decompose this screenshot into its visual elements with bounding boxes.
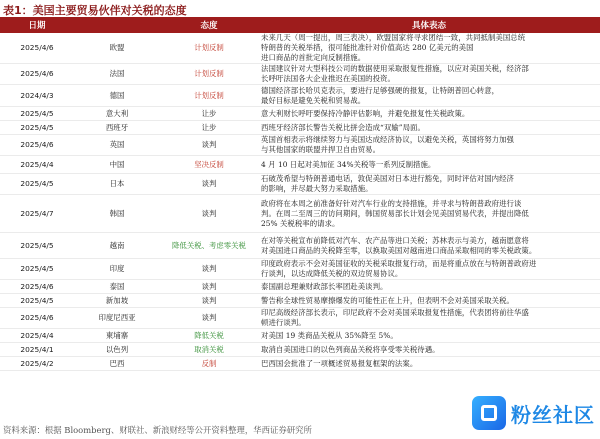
row-date: 2025/4/4: [0, 329, 74, 343]
row-detail: [258, 107, 600, 121]
watermark-text: 粉丝社区: [511, 402, 595, 427]
detail-line: 顿进行谈判。: [261, 318, 306, 327]
row-detail: [258, 135, 600, 156]
row-country: 越南: [74, 233, 160, 259]
row-country: 英国: [74, 135, 160, 156]
row-country: 以色列: [74, 343, 160, 357]
detail-line: 巴西国会批准了一项概述贸易报复框架的法案。: [261, 358, 418, 368]
detail-line: 德国经济部长哈贝克表示，要进行足够强硬的报复，让特朗普回心转意，: [261, 85, 500, 95]
row-date: 2025/4/6: [0, 33, 74, 64]
row-date: 2025/4/6: [0, 64, 74, 85]
row-attitude: 坚决反制: [160, 156, 258, 174]
row-country: 新加坡: [74, 294, 160, 308]
row-detail: [258, 195, 600, 233]
row-attitude: 谈判: [160, 259, 258, 280]
row-date: 2025/4/5: [0, 259, 74, 280]
detail-line: 长呼吁法国各大企业推迟在美国的投资。: [261, 74, 395, 83]
header-attitude: 态度: [160, 17, 258, 33]
row-date: 2025/4/7: [0, 195, 74, 233]
row-date: 2025/4/6: [0, 308, 74, 329]
table-row: [0, 121, 600, 135]
table-row: [0, 64, 600, 85]
detail-line: 政府将在本周之前准备好针对汽车行业的支持措施，并寻求与特朗普政府进行谈: [261, 198, 522, 208]
table-row: [0, 174, 600, 195]
table-row: [0, 329, 600, 343]
detail-line: 石破茂希望与特朗普通电话，敦促美国对日本进行豁免，同时评估对国内经济: [261, 174, 514, 183]
row-detail: [258, 121, 600, 135]
row-date: 2025/4/5: [0, 233, 74, 259]
detail-line: 印尼高级经济部长表示，印尼政府不会对美国采取报复性措施，代表团将前往华盛: [261, 308, 529, 317]
row-detail: [258, 85, 600, 107]
row-detail: [258, 294, 600, 308]
app-logo-icon: [472, 396, 506, 430]
row-attitude: 谈判: [160, 174, 258, 195]
row-attitude: 谈判: [160, 195, 258, 233]
table-row: [0, 195, 600, 233]
row-date: 2025/4/2: [0, 357, 74, 371]
row-attitude: 谈判: [160, 135, 258, 156]
row-country: 泰国: [74, 280, 160, 294]
row-attitude: 降低关税、考虑零关税: [160, 233, 258, 259]
detail-line: 的影响，并尽最大努力采取措施。: [261, 184, 373, 193]
row-attitude: 谈判: [160, 308, 258, 329]
row-attitude: 计划反制: [160, 64, 258, 85]
table-row: [0, 135, 600, 156]
row-date: 2025/4/6: [0, 135, 74, 156]
watermark: [472, 390, 598, 436]
partner-attitude-table: [0, 17, 600, 371]
detail-line: 印度政府表示不会对美国征收的关税采取报复行动，而是将重点放在与特朗普政府进: [261, 259, 537, 268]
row-attitude: 谈判: [160, 294, 258, 308]
table-row: [0, 233, 600, 259]
row-date: 2025/4/5: [0, 121, 74, 135]
row-date: 2025/4/5: [0, 174, 74, 195]
row-date: 2024/4/3: [0, 85, 74, 107]
row-attitude: 取消关税: [160, 343, 258, 357]
table-row: [0, 259, 600, 280]
row-detail: [258, 357, 600, 371]
row-attitude: 让步: [160, 107, 258, 121]
row-date: 2025/4/4: [0, 156, 74, 174]
row-attitude: 谈判: [160, 280, 258, 294]
row-attitude: 计划反制: [160, 33, 258, 64]
row-country: 德国: [74, 85, 160, 107]
detail-line: 进口商品的首批定向反制措施。: [261, 53, 366, 62]
row-country: 意大利: [74, 107, 160, 121]
detail-line: 英国首相表示将继续努力与美国达成经济协议，以避免关税，英国将努力加强: [261, 135, 514, 144]
row-country: 中国: [74, 156, 160, 174]
row-date: 2025/4/5: [0, 107, 74, 121]
row-attitude: 计划反制: [160, 85, 258, 107]
row-detail: [258, 174, 600, 195]
detail-line: 取消自美国进口的以色列商品关税将享受零关税待遇。: [261, 344, 440, 354]
table-row: [0, 280, 600, 294]
table-row: [0, 156, 600, 174]
detail-line: 意大利财长呼吁要保持冷静评估影响，并避免报复性关税政策。: [261, 108, 470, 118]
detail-line: 特朗普的关税举措，很可能批准针对价值高达 280 亿美元的美国: [261, 43, 474, 52]
row-detail: [258, 308, 600, 329]
row-detail: [258, 259, 600, 280]
header-country: [74, 17, 160, 33]
row-country: 印度: [74, 259, 160, 280]
table-header-row: [0, 17, 600, 33]
row-date: 2025/4/5: [0, 294, 74, 308]
row-country: 巴西: [74, 357, 160, 371]
row-country: 印度尼西亚: [74, 308, 160, 329]
detail-line: 25% 关税税率的请求。: [261, 218, 340, 228]
header-detail: 具体表态: [258, 17, 600, 33]
row-detail: [258, 156, 600, 174]
table-row: [0, 357, 600, 371]
table-row: [0, 107, 600, 121]
table-body: [0, 33, 600, 371]
table-row: [0, 308, 600, 329]
table-row: [0, 33, 600, 64]
row-country: 西班牙: [74, 121, 160, 135]
detail-line: 西班牙经济部长警告关税比拼会造成“双输”局面。: [261, 122, 425, 132]
source-note: 资料来源：根据 Bloomberg、财联社、新浪财经等公开资料整理，华西证券研究所: [3, 425, 312, 435]
row-attitude: 反制: [160, 357, 258, 371]
table-row: [0, 85, 600, 107]
table-row: [0, 343, 600, 357]
row-country: 韩国: [74, 195, 160, 233]
detail-line: 对美国 19 类商品关税从 35%降至 5%。: [261, 330, 398, 340]
row-detail: [258, 233, 600, 259]
detail-line: 判。在周二至周三的访问期间，韩国贸易部长计划会见美国贸易代表，并提出降低: [261, 208, 529, 218]
detail-line: 泰国副总理兼财政部长率团赴美谈判。: [261, 281, 388, 291]
row-detail: [258, 64, 600, 85]
row-country: 欧盟: [74, 33, 160, 64]
table-row: [0, 294, 600, 308]
row-date: 2025/4/1: [0, 343, 74, 357]
detail-line: 行谈判，以达成降低关税的双边贸易协议。: [261, 269, 403, 278]
detail-line: 对美国进口商品的关税降至零，以换取美国对越南进口商品采取相同的零关税政策。: [261, 245, 537, 255]
detail-line: 与其他国家的联盟并捍卫自由贸易。: [261, 145, 381, 154]
row-country: 法国: [74, 64, 160, 85]
detail-line: 法国建议针对大型科技公司的数据使用采取报复性措施，以应对美国关税，经济部: [261, 64, 529, 73]
row-date: 2025/4/6: [0, 280, 74, 294]
row-detail: [258, 280, 600, 294]
row-detail: [258, 343, 600, 357]
row-attitude: 让步: [160, 121, 258, 135]
header-date: 日期: [0, 17, 74, 33]
detail-line: 警告称全球性贸易摩擦爆发的可能性正在上升，但表明不会对美国采取关税。: [261, 295, 514, 305]
detail-line: 4 月 10 日起对美加征 34%关税等一系列反制措施。: [261, 159, 436, 169]
row-country: 日本: [74, 174, 160, 195]
detail-line: 未来几天（周一提出，周三表决），欧盟国家将寻求团结一致，共同抵制美国总统: [261, 33, 526, 42]
detail-line: 最好目标是避免关税和贸易战。: [261, 95, 366, 105]
row-detail: [258, 329, 600, 343]
row-attitude: 降低关税: [160, 329, 258, 343]
detail-line: 在对等关税宣布前降低对汽车、农产品等进口关税；苏林表示与美方，越南愿意将: [261, 235, 529, 245]
row-detail: [258, 33, 600, 64]
table-title: 表1：美国主要贸易伙伴对关税的态度: [3, 4, 187, 17]
row-country: 柬埔寨: [74, 329, 160, 343]
